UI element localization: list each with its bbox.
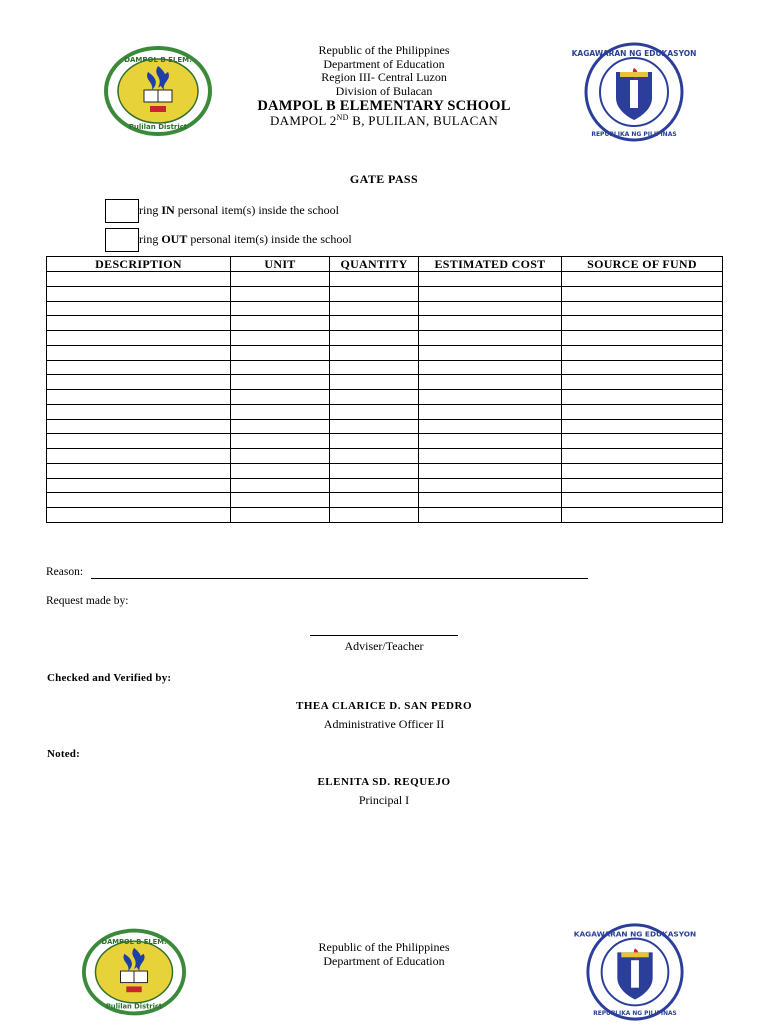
table-cell[interactable] [330,286,419,301]
header-line-2: Department of Education [323,56,445,71]
school-seal-icon [104,46,212,136]
table-row [47,316,723,331]
table-row [47,434,723,449]
table-cell[interactable] [47,508,231,523]
table-cell[interactable] [47,390,231,405]
table-row [47,508,723,523]
table-cell[interactable] [562,478,723,493]
svg-text:KAGAWARAN NG EDUKASYON: KAGAWARAN NG EDUKASYON [571,49,697,58]
table-cell[interactable] [47,493,231,508]
table-row [47,419,723,434]
header-line-4: Division of Bulacan [335,83,433,98]
checker-position: Administrative Officer II [323,717,445,731]
table-cell[interactable] [562,508,723,523]
table-cell[interactable] [47,434,231,449]
table-cell[interactable] [231,478,330,493]
table-cell[interactable] [419,508,562,523]
items-table-body [47,272,723,523]
table-cell[interactable] [231,404,330,419]
table-cell[interactable] [562,272,723,287]
table-cell[interactable] [47,478,231,493]
table-cell[interactable] [562,360,723,375]
table-cell[interactable] [330,360,419,375]
table-row [47,375,723,390]
noted-label: Noted: [47,748,80,760]
table-cell[interactable] [419,375,562,390]
table-cell[interactable] [231,331,330,346]
table-cell[interactable] [330,434,419,449]
table-cell[interactable] [562,434,723,449]
col-description: DESCRIPTION [47,257,231,272]
table-cell[interactable] [231,419,330,434]
table-cell[interactable] [419,272,562,287]
table-cell[interactable] [47,331,231,346]
table-cell[interactable] [562,419,723,434]
table-cell[interactable] [47,449,231,464]
bring-out-checkbox[interactable] [105,228,139,252]
table-row [47,286,723,301]
table-cell[interactable] [562,301,723,316]
table-cell[interactable] [231,272,330,287]
svg-text:Pulilan District: Pulilan District [105,1002,163,1011]
table-cell[interactable] [231,375,330,390]
table-row [47,345,723,360]
checker-name: THEA CLARICE D. SAN PEDRO [296,700,472,712]
svg-text:Pulilan District: Pulilan District [128,123,188,131]
school-logo [104,46,212,136]
table-cell[interactable] [330,390,419,405]
table-cell[interactable] [47,345,231,360]
table-cell[interactable] [330,301,419,316]
table-cell[interactable] [330,345,419,360]
school-seal-icon [82,926,186,1018]
table-cell[interactable] [47,375,231,390]
table-cell[interactable] [562,345,723,360]
table-cell[interactable] [47,404,231,419]
table-cell[interactable] [231,493,330,508]
bring-out-label: ring OUT personal item(s) inside the school [139,232,352,246]
request-label: Request made by: [46,595,129,607]
col-quantity: QUANTITY [330,257,419,272]
reason-label: Reason: [46,566,84,578]
table-cell[interactable] [330,449,419,464]
table-cell[interactable] [419,390,562,405]
bring-in-label: ring IN personal item(s) inside the school [139,203,339,217]
table-cell[interactable] [330,419,419,434]
svg-text:REPUBLIKA NG PILIPINAS: REPUBLIKA NG PILIPINAS [593,1011,677,1018]
adviser-signature-line[interactable] [310,635,458,636]
table-cell[interactable] [330,463,419,478]
table-cell[interactable] [419,301,562,316]
table-cell[interactable] [419,316,562,331]
table-cell[interactable] [419,493,562,508]
page-title: GATE PASS [349,172,419,186]
deped-logo [571,42,697,142]
table-cell[interactable] [231,463,330,478]
table-cell[interactable] [562,449,723,464]
table-cell[interactable] [47,301,231,316]
footer-deped-logo [573,922,697,1022]
header-line-1: Republic of the Philippines [318,43,450,57]
deped-seal-icon [571,42,697,142]
svg-text:KAGAWARAN NG EDUKASYON: KAGAWARAN NG EDUKASYON [573,929,697,939]
table-cell[interactable] [419,286,562,301]
table-cell[interactable] [562,493,723,508]
svg-text:REPUBLIKA NG PILIPINAS: REPUBLIKA NG PILIPINAS [591,131,677,138]
table-row [47,331,723,346]
table-cell[interactable] [231,360,330,375]
table-cell[interactable] [231,345,330,360]
school-address: DAMPOL 2ND B, PULILAN, BULACAN [269,113,499,128]
principal-position: Principal I [358,793,410,807]
table-row [47,478,723,493]
table-cell[interactable] [47,463,231,478]
table-cell[interactable] [47,419,231,434]
table-row [47,449,723,464]
table-cell[interactable] [231,286,330,301]
table-cell[interactable] [231,508,330,523]
table-cell[interactable] [47,272,231,287]
table-cell[interactable] [330,508,419,523]
table-cell[interactable] [562,390,723,405]
table-cell[interactable] [419,463,562,478]
svg-text:DAMPOL B ELEM.: DAMPOL B ELEM. [124,56,192,64]
table-cell[interactable] [47,286,231,301]
table-cell[interactable] [562,404,723,419]
table-cell[interactable] [231,449,330,464]
table-header-row [47,257,723,272]
col-source-of-fund: SOURCE OF FUND [562,257,723,272]
table-cell[interactable] [562,316,723,331]
table-cell[interactable] [330,375,419,390]
bring-in-checkbox[interactable] [105,199,139,223]
header-line-3: Region III- Central Luzon [321,70,447,84]
table-cell[interactable] [419,404,562,419]
principal-name: ELENITA SD. REQUEJO [317,776,451,788]
table-cell[interactable] [419,478,562,493]
table-cell[interactable] [419,345,562,360]
table-cell[interactable] [419,331,562,346]
table-row [47,493,723,508]
table-cell[interactable] [419,434,562,449]
table-row [47,463,723,478]
items-table [46,256,723,523]
table-cell[interactable] [419,419,562,434]
table-cell[interactable] [47,316,231,331]
svg-text:DAMPOL B ELEM.: DAMPOL B ELEM. [101,938,167,947]
footer-school-logo [82,926,186,1018]
table-row [47,404,723,419]
checked-label: Checked and Verified by: [47,672,172,684]
table-row [47,301,723,316]
footer-line-1: Republic of the Philippines [318,940,450,954]
table-cell[interactable] [562,331,723,346]
table-cell[interactable] [231,390,330,405]
table-cell[interactable] [419,449,562,464]
table-cell[interactable] [231,316,330,331]
footer-line-2: Department of Education [323,953,445,968]
table-cell[interactable] [330,404,419,419]
table-row [47,360,723,375]
table-cell[interactable] [47,360,231,375]
table-row [47,272,723,287]
col-unit: UNIT [231,257,330,272]
table-row [47,390,723,405]
table-cell[interactable] [330,331,419,346]
table-cell[interactable] [231,434,330,449]
header [234,44,534,128]
table-cell[interactable] [330,493,419,508]
col-estimated-cost: ESTIMATED COST [419,257,562,272]
adviser-label: Adviser/Teacher [344,639,424,653]
table-cell[interactable] [330,316,419,331]
table-cell[interactable] [419,360,562,375]
table-cell[interactable] [231,301,330,316]
deped-seal-icon [573,922,697,1022]
school-name: DAMPOL B ELEMENTARY SCHOOL [257,98,511,114]
table-cell[interactable] [330,272,419,287]
table-cell[interactable] [330,478,419,493]
table-cell[interactable] [562,375,723,390]
table-cell[interactable] [562,463,723,478]
footer-header [234,941,534,968]
reason-line[interactable] [91,578,588,579]
table-cell[interactable] [562,286,723,301]
